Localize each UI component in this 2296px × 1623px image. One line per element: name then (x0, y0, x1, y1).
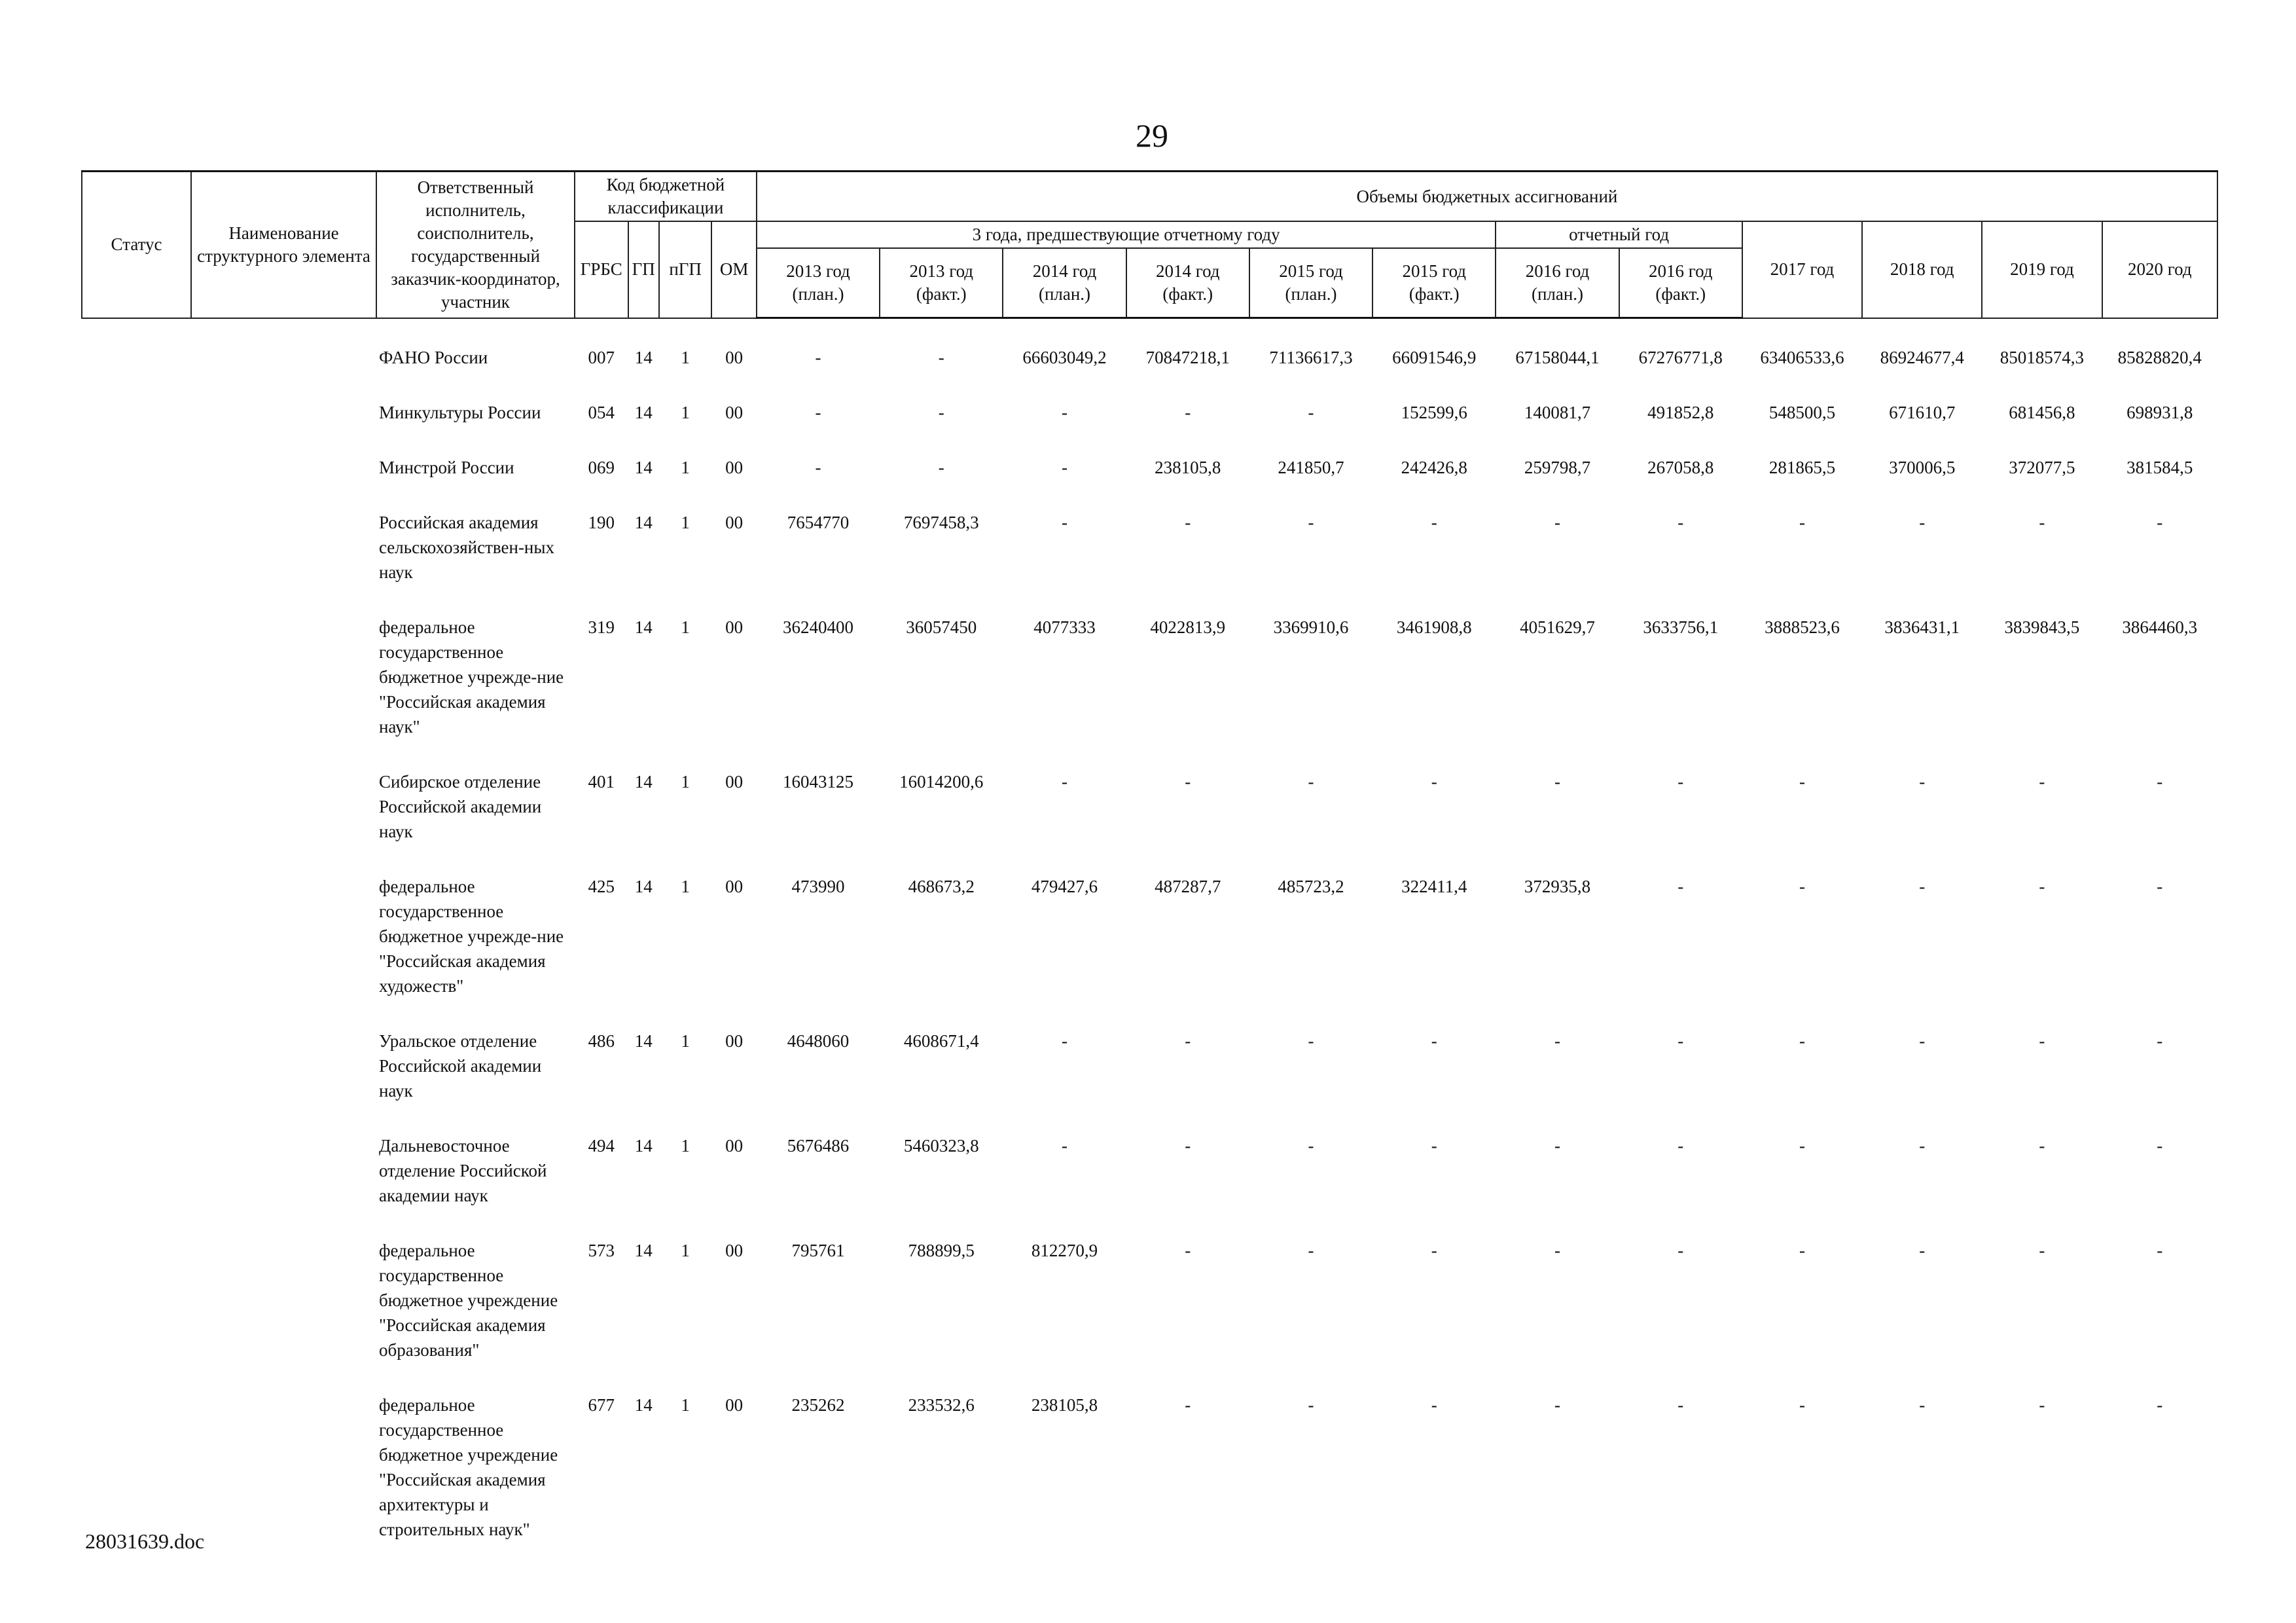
value-cell: - (1431, 1031, 1437, 1051)
value-cell: - (1919, 877, 1926, 897)
page-number: 29 (1136, 117, 1168, 154)
value-cell: - (1919, 1031, 1926, 1051)
value-cell: - (2039, 772, 2045, 792)
executor-cell: ФАНО России (378, 347, 488, 367)
table-body (82, 318, 2217, 1549)
grbs-cell: 401 (588, 772, 615, 792)
header-period: 2016 год (факт.) (1619, 248, 1742, 318)
header-period: 2013 год (план.) (757, 248, 880, 318)
header-gp: ГП (628, 221, 659, 318)
grbs-cell: 573 (588, 1241, 615, 1261)
value-cell: 16014200,6 (899, 772, 984, 792)
value-cell: - (1185, 772, 1191, 792)
header-period: 2014 год (факт.) (1126, 248, 1249, 318)
value-cell: - (1431, 513, 1437, 533)
value-cell: - (1919, 1136, 1926, 1156)
value-cell: - (1799, 513, 1805, 533)
value-cell: 3461908,8 (1396, 617, 1472, 638)
value-cell: 267058,8 (1647, 458, 1714, 478)
grbs-cell: 319 (588, 617, 615, 638)
value-cell: 3633756,1 (1643, 617, 1719, 638)
table-row (82, 1369, 2217, 1548)
value-cell: - (1062, 513, 1067, 533)
pgp-cell: 1 (681, 1031, 690, 1051)
value-cell: 381584,5 (2126, 458, 2193, 478)
status-cell (82, 591, 191, 746)
table-row (82, 376, 2217, 431)
value-cell: - (1308, 1241, 1314, 1261)
value-cell: - (1062, 458, 1067, 478)
value-cell: - (938, 403, 944, 423)
value-cell: - (1185, 1241, 1191, 1261)
om-cell: 00 (725, 513, 744, 533)
gp-cell: 14 (634, 403, 653, 423)
gp-cell: 14 (634, 347, 653, 367)
value-cell: - (1308, 772, 1314, 792)
element-name-cell (191, 431, 376, 486)
value-cell: - (1799, 1241, 1805, 1261)
table-row (82, 591, 2217, 746)
value-cell: - (1919, 1241, 1926, 1261)
status-cell (82, 486, 191, 591)
value-cell: 70847218,1 (1145, 348, 1230, 368)
value-cell: - (1799, 1395, 1805, 1415)
executor-cell: федеральное государственное бюджетное учреждение "Российская академия образования" (378, 1241, 558, 1360)
value-cell: - (1308, 1136, 1314, 1156)
value-cell: - (1554, 513, 1560, 533)
value-cell: - (1431, 1136, 1437, 1156)
value-cell: 66091546,9 (1392, 348, 1477, 368)
value-cell: - (1431, 1395, 1437, 1415)
value-cell: 4648060 (787, 1031, 850, 1051)
gp-cell: 14 (634, 772, 653, 792)
value-cell: - (2039, 1395, 2045, 1415)
gp-cell: 14 (634, 458, 653, 478)
value-cell: - (1062, 1136, 1067, 1156)
header-budget-code: Код бюджетной классификации (575, 172, 757, 222)
value-cell: - (1919, 772, 1926, 792)
header-grbs: ГРБС (575, 221, 628, 318)
value-cell: 370006,5 (1889, 458, 1956, 478)
value-cell: - (938, 458, 944, 478)
value-cell: 3864460,3 (2122, 617, 2198, 638)
pgp-cell: 1 (681, 877, 690, 897)
value-cell: 36240400 (783, 617, 853, 638)
value-cell: 3836431,1 (1884, 617, 1960, 638)
om-cell: 00 (725, 877, 744, 897)
element-name-cell (191, 486, 376, 591)
gp-cell: 14 (634, 1031, 653, 1051)
element-name-cell (191, 1369, 376, 1548)
value-cell: 4608671,4 (903, 1031, 979, 1051)
executor-cell: федеральное государственное бюджетное учрежде-ние "Российская академия наук" (378, 617, 564, 737)
table-row (82, 1005, 2217, 1110)
gp-cell: 14 (634, 617, 653, 638)
gp-cell: 14 (634, 1241, 653, 1261)
executor-cell: федеральное государственное бюджетное учрежде-ние "Российская академия художеств" (378, 877, 564, 996)
value-cell: - (1554, 1031, 1560, 1051)
header-period: 2015 год (факт.) (1372, 248, 1496, 318)
header-om: ОМ (711, 221, 757, 318)
status-cell (82, 1110, 191, 1214)
table-row (82, 1214, 2217, 1369)
table-header (82, 172, 2217, 318)
header-volumes: Объемы бюджетных ассигнований (757, 172, 2217, 222)
executor-cell: Сибирское отделение Российской академии наук (378, 772, 542, 842)
executor-cell: Дальневосточное отделение Российской академии наук (378, 1136, 547, 1206)
value-cell: - (1677, 1136, 1684, 1156)
value-cell: - (1062, 1031, 1067, 1051)
om-cell: 00 (725, 458, 744, 478)
executor-cell: Российская академия сельскохозяйствен-ных наук (378, 513, 555, 583)
value-cell: 152599,6 (1401, 403, 1467, 423)
header-period: 2018 год (1862, 221, 1982, 318)
value-cell: - (815, 458, 821, 478)
value-cell: 795761 (791, 1241, 845, 1261)
value-cell: 322411,4 (1401, 877, 1467, 897)
value-cell: - (1799, 772, 1805, 792)
table-row (82, 318, 2217, 377)
value-cell: 681456,8 (2009, 403, 2075, 423)
status-cell (82, 1369, 191, 1548)
om-cell: 00 (725, 347, 744, 367)
value-cell: 16043125 (783, 772, 853, 792)
table-row (82, 850, 2217, 1005)
value-cell: - (2039, 1241, 2045, 1261)
header-executor: Ответственный исполнитель, соисполнитель, государственный заказчик-координатор, участник (376, 172, 575, 318)
element-name-cell (191, 318, 376, 377)
value-cell: - (1554, 1395, 1560, 1415)
value-cell: - (2157, 877, 2163, 897)
value-cell: - (1677, 1395, 1684, 1415)
element-name-cell (191, 1214, 376, 1369)
executor-cell: Минстрой России (378, 458, 514, 478)
header-period: 2016 год (план.) (1496, 248, 1619, 318)
value-cell: 491852,8 (1647, 403, 1714, 423)
document-code: 28031639.doc (85, 1529, 205, 1553)
grbs-cell: 054 (588, 403, 615, 423)
value-cell: - (1185, 1395, 1191, 1415)
status-cell (82, 376, 191, 431)
value-cell: 485723,2 (1278, 877, 1344, 897)
value-cell: 241850,7 (1278, 458, 1344, 478)
value-cell: - (2157, 1241, 2163, 1261)
grbs-cell: 486 (588, 1031, 615, 1051)
value-cell: - (1062, 772, 1067, 792)
value-cell: - (2039, 513, 2045, 533)
header-period: 2020 год (2102, 221, 2217, 318)
pgp-cell: 1 (681, 1241, 690, 1261)
value-cell: 140081,7 (1524, 403, 1591, 423)
value-cell: 281865,5 (1768, 458, 1836, 478)
value-cell: 3839843,5 (2004, 617, 2080, 638)
value-cell: 4077333 (1033, 617, 1096, 638)
value-cell: 468673,2 (908, 877, 975, 897)
pgp-cell: 1 (681, 513, 690, 533)
value-cell: - (2039, 877, 2045, 897)
value-cell: - (2157, 1136, 2163, 1156)
value-cell: - (1677, 1031, 1684, 1051)
grbs-cell: 494 (588, 1136, 615, 1156)
value-cell: 548500,5 (1768, 403, 1836, 423)
value-cell: 4022813,9 (1150, 617, 1226, 638)
om-cell: 00 (725, 1136, 744, 1156)
value-cell: - (1799, 1031, 1805, 1051)
value-cell: 259798,7 (1524, 458, 1591, 478)
value-cell: - (1677, 513, 1684, 533)
om-cell: 00 (725, 772, 744, 792)
value-cell: 85018574,3 (2000, 347, 2085, 367)
value-cell: 788899,5 (908, 1241, 975, 1261)
grbs-cell: 190 (588, 513, 615, 533)
value-cell: 242426,8 (1401, 458, 1467, 478)
value-cell: - (1308, 1031, 1314, 1051)
header-element-name: Наименование структурного элемента (191, 172, 376, 318)
value-cell: 235262 (791, 1395, 845, 1415)
value-cell: 3888523,6 (1765, 617, 1840, 638)
header-period: 2013 год (факт.) (880, 248, 1003, 318)
value-cell: 67158044,1 (1515, 348, 1600, 368)
value-cell: 3369910,6 (1273, 617, 1349, 638)
header-period: 2015 год (план.) (1249, 248, 1372, 318)
pgp-cell: 1 (681, 347, 690, 367)
status-cell (82, 318, 191, 377)
grbs-cell: 677 (588, 1395, 615, 1415)
value-cell: - (1554, 1241, 1560, 1261)
value-cell: - (1919, 1395, 1926, 1415)
value-cell: 233532,6 (908, 1395, 975, 1415)
table-row (82, 486, 2217, 591)
element-name-cell (191, 850, 376, 1005)
value-cell: - (1799, 877, 1805, 897)
value-cell: - (1554, 1136, 1560, 1156)
pgp-cell: 1 (681, 403, 690, 423)
value-cell: - (1431, 1241, 1437, 1261)
executor-cell: Уральское отделение Российской академии наук (378, 1031, 542, 1101)
value-cell: 238105,8 (1155, 458, 1221, 478)
grbs-cell: 425 (588, 877, 615, 897)
executor-cell: федеральное государственное бюджетное учреждение "Российская академия архитектуры и строительных наук" (378, 1395, 558, 1540)
value-cell: - (1308, 513, 1314, 533)
value-cell: - (1677, 772, 1684, 792)
value-cell: - (2157, 1395, 2163, 1415)
value-cell: 372935,8 (1524, 877, 1591, 897)
gp-cell: 14 (634, 1136, 653, 1156)
value-cell: - (1799, 1136, 1805, 1156)
value-cell: 473990 (791, 877, 845, 897)
value-cell: 671610,7 (1889, 403, 1956, 423)
value-cell: - (1677, 1241, 1684, 1261)
value-cell: 4051629,7 (1520, 617, 1595, 638)
value-cell: 479427,6 (1031, 877, 1098, 897)
value-cell: - (1919, 513, 1926, 533)
header-pgp: пГП (659, 221, 712, 318)
value-cell: - (2039, 1031, 2045, 1051)
value-cell: - (2157, 1031, 2163, 1051)
value-cell: 487287,7 (1155, 877, 1221, 897)
element-name-cell (191, 591, 376, 746)
table-row (82, 431, 2217, 486)
value-cell: 85828820,4 (2117, 347, 2202, 367)
value-cell: - (1185, 1136, 1191, 1156)
pgp-cell: 1 (681, 1395, 690, 1415)
grbs-cell: 069 (588, 458, 615, 478)
header-status: Статус (82, 172, 191, 318)
value-cell: 86924677,4 (1880, 347, 1964, 367)
value-cell: 36057450 (906, 617, 977, 638)
value-cell: 698931,8 (2126, 403, 2193, 423)
status-cell (82, 850, 191, 1005)
header-period: 2019 год (1982, 221, 2102, 318)
status-cell (82, 1214, 191, 1369)
value-cell: 238105,8 (1031, 1395, 1098, 1415)
budget-allocation-table (81, 170, 2218, 1548)
value-cell: - (1431, 772, 1437, 792)
status-cell (82, 1005, 191, 1110)
value-cell: 5460323,8 (903, 1136, 979, 1156)
value-cell: - (1062, 403, 1067, 423)
value-cell: - (1185, 403, 1191, 423)
element-name-cell (191, 1005, 376, 1110)
executor-cell: Минкультуры России (378, 403, 541, 423)
value-cell: - (1308, 403, 1314, 423)
table-row (82, 1110, 2217, 1214)
value-cell: - (815, 348, 821, 368)
value-cell: 66603049,2 (1022, 348, 1107, 368)
value-cell: - (1185, 513, 1191, 533)
table-row (82, 746, 2217, 850)
gp-cell: 14 (634, 877, 653, 897)
pgp-cell: 1 (681, 772, 690, 792)
om-cell: 00 (725, 1241, 744, 1261)
value-cell: 67276771,8 (1638, 348, 1723, 368)
value-cell: - (1185, 1031, 1191, 1051)
value-cell: - (938, 348, 944, 368)
header-prev-years: 3 года, предшествующие отчетному году (757, 221, 1496, 248)
value-cell: - (1677, 877, 1684, 897)
value-cell: 5676486 (787, 1136, 850, 1156)
element-name-cell (191, 376, 376, 431)
status-cell (82, 746, 191, 850)
value-cell: 7697458,3 (903, 513, 979, 533)
header-period: 2014 год (план.) (1003, 248, 1126, 318)
gp-cell: 14 (634, 513, 653, 533)
value-cell: - (2157, 772, 2163, 792)
om-cell: 00 (725, 617, 744, 638)
header-period: 2017 год (1742, 221, 1862, 318)
value-cell: - (2157, 513, 2163, 533)
value-cell: - (815, 403, 821, 423)
om-cell: 00 (725, 1395, 744, 1415)
value-cell: 812270,9 (1031, 1241, 1098, 1261)
pgp-cell: 1 (681, 617, 690, 638)
pgp-cell: 1 (681, 458, 690, 478)
element-name-cell (191, 1110, 376, 1214)
header-report-year: отчетный год (1496, 221, 1742, 248)
value-cell: 7654770 (787, 513, 850, 533)
value-cell: - (1308, 1395, 1314, 1415)
element-name-cell (191, 746, 376, 850)
value-cell: 63406533,6 (1760, 347, 1844, 367)
value-cell: - (2039, 1136, 2045, 1156)
om-cell: 00 (725, 1031, 744, 1051)
gp-cell: 14 (634, 1395, 653, 1415)
value-cell: 372077,5 (2009, 458, 2075, 478)
pgp-cell: 1 (681, 1136, 690, 1156)
om-cell: 00 (725, 403, 744, 423)
grbs-cell: 007 (588, 347, 615, 367)
status-cell (82, 431, 191, 486)
value-cell: 71136617,3 (1269, 348, 1353, 368)
value-cell: - (1554, 772, 1560, 792)
